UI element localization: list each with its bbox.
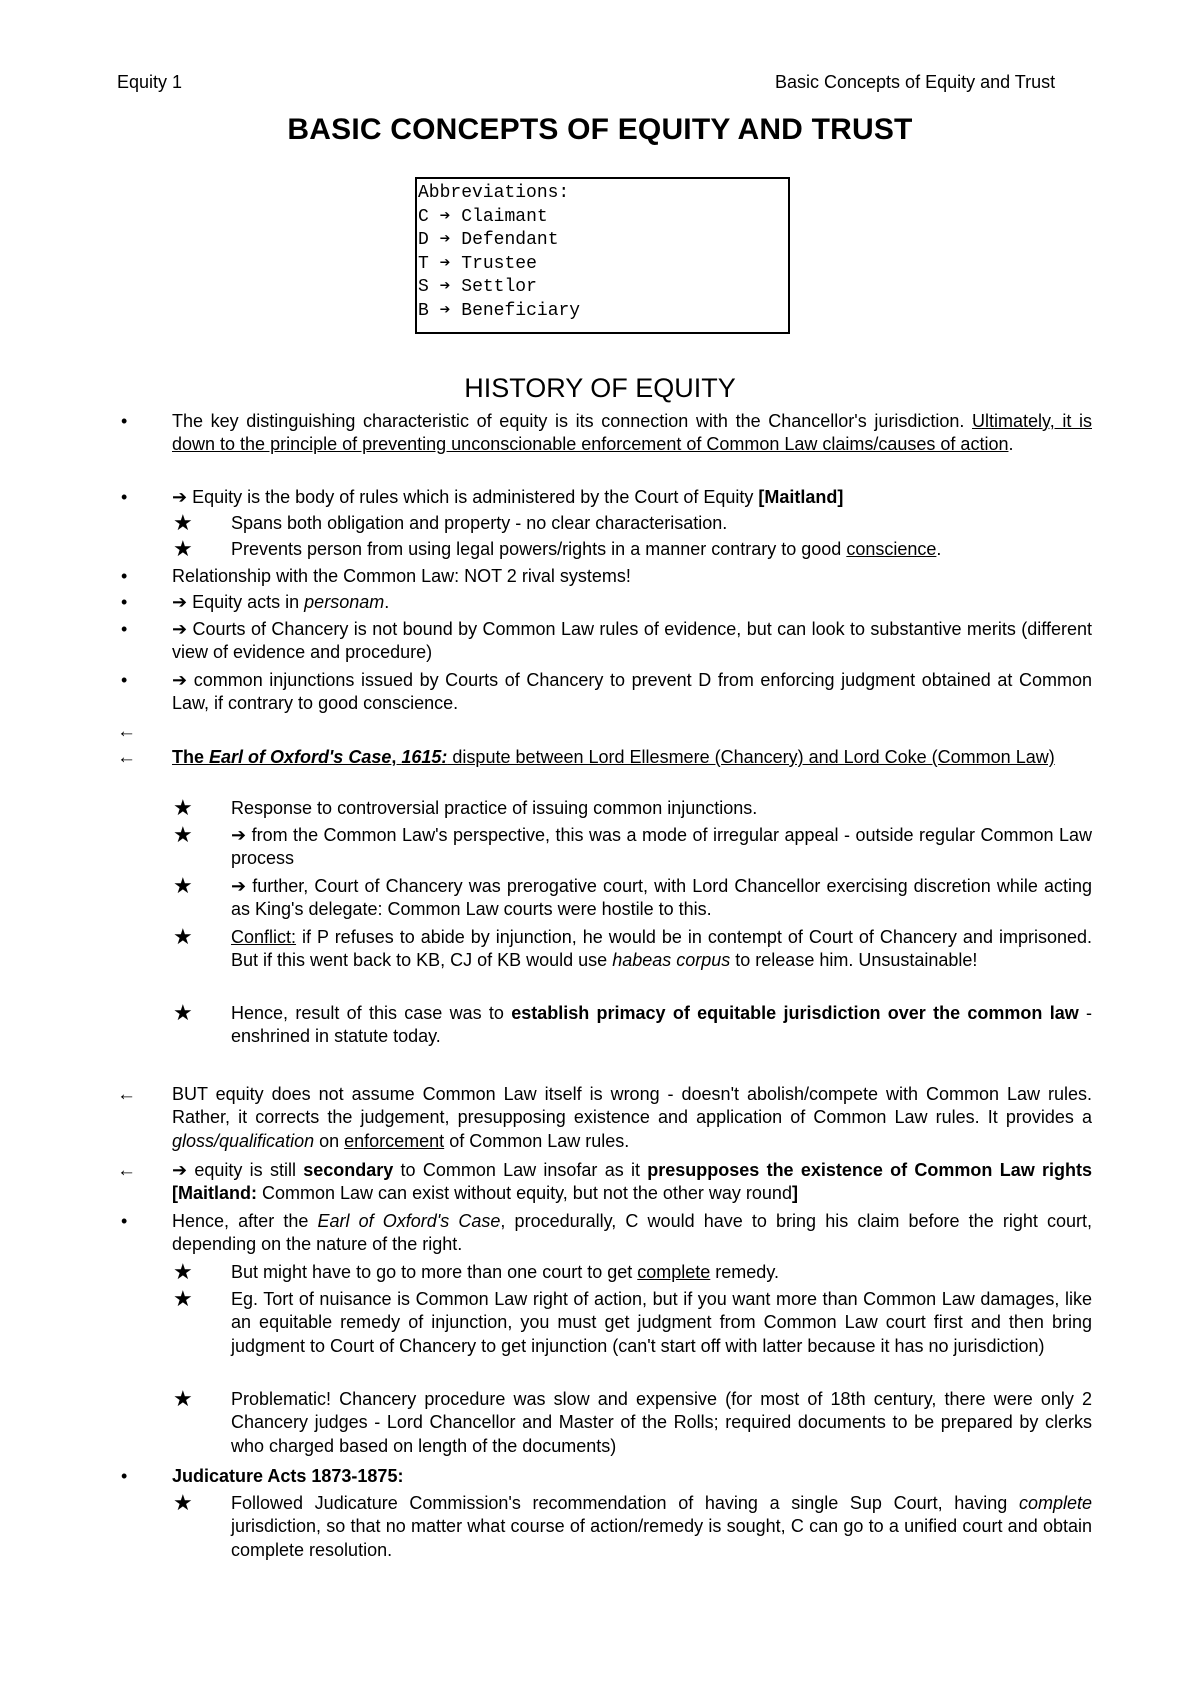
header-right: Basic Concepts of Equity and Trust [775, 72, 1056, 92]
abbreviation-item: T ➔ Trustee [418, 253, 537, 274]
sub-point: But might have to go to more than one court to get complete remedy. [231, 1262, 779, 1282]
right-arrow-icon: ➔ [231, 876, 247, 896]
page-title: BASIC CONCEPTS OF EQUITY AND TRUST [287, 113, 913, 146]
abbreviation-item: C ➔ Claimant [418, 206, 548, 227]
right-arrow-icon: ➔ [172, 487, 188, 507]
right-arrow-icon: ➔ [172, 1160, 188, 1180]
bullet-marker: • [121, 592, 128, 612]
star-icon: ★ [173, 1286, 193, 1311]
paragraph-secondary: ➔ equity is still secondary to Common Law insofar as it presupposes the existence of Common Law rights [Maitland: Common Law can exist without equity, but not the other way round] [172, 1160, 1092, 1204]
header-left: Equity 1 [117, 72, 183, 92]
star-icon: ★ [173, 924, 193, 949]
star-icon: ★ [173, 1000, 193, 1025]
star-icon: ★ [173, 536, 193, 561]
right-arrow-icon: ➔ [172, 592, 188, 612]
paragraph-common-injunctions: ➔ common injunctions issued by Courts of Chancery to prevent D from enforcing judgment obtained at Common Law, if contrary to good conscience. [172, 670, 1092, 714]
bullet-marker: • [121, 1211, 128, 1231]
sub-point: Response to controversial practice of issuing common injunctions. [231, 798, 758, 818]
left-arrow-icon: ← [117, 1084, 136, 1105]
sub-point: Problematic! Chancery procedure was slow and expensive (for most of 18th century, there were only 2 Chancery judges - Lord Chancellor and Master of the Rolls; required documents to be prepared by clerks who charged based on length of the documents) [231, 1389, 1092, 1456]
star-icon: ★ [173, 873, 193, 898]
abbreviation-item: D ➔ Defendant [418, 230, 559, 250]
bullet-marker: • [121, 411, 128, 431]
bullet-marker: • [121, 619, 128, 639]
paragraph-in-personam: ➔ Equity acts in personam. [172, 592, 390, 612]
sub-point: Hence, result of this case was to establish primacy of equitable jurisdiction over the common law - enshrined in statute today. [231, 1003, 1092, 1047]
paragraph-chancellor-jurisdiction: The key distinguishing characteristic of equity is its connection with the Chancellor's jurisdiction. Ultimately, it is down to the principle of preventing unconscionable enforcement of Common Law claims/causes of action. [172, 411, 1092, 455]
abbreviation-item: S ➔ Settlor [418, 277, 537, 297]
star-icon: ★ [173, 510, 193, 535]
right-arrow-icon: ➔ [172, 670, 188, 690]
paragraph-procedure: Hence, after the Earl of Oxford's Case, procedurally, C would have to bring his claim before the right court, depending on the nature of the right. [172, 1211, 1093, 1255]
abbreviations-heading: Abbreviations: [418, 183, 570, 203]
sub-point: Spans both obligation and property - no clear characterisation. [231, 513, 728, 533]
paragraph-relationship: Relationship with the Common Law: NOT 2 rival systems! [172, 566, 631, 586]
sub-point: ➔ further, Court of Chancery was prerogative court, with Lord Chancellor exercising discretion while acting as King's delegate: Common Law courts were hostile to this. [231, 876, 1092, 920]
star-icon: ★ [173, 1259, 193, 1284]
sub-point: Eg. Tort of nuisance is Common Law right of action, but if you want more than Common Law damages, like an equitable remedy of injunction, you must get judgment from Common Law court first and then bring judgment to Court of Chancery to get injunction (can't start off with latter because it has no jurisdiction) [231, 1289, 1092, 1356]
paragraph-earl-of-oxford: The Earl of Oxford's Case, 1615: dispute between Lord Ellesmere (Chancery) and Lord Coke (Common Law) [172, 747, 1055, 767]
star-icon: ★ [173, 795, 193, 820]
sub-point: Prevents person from using legal powers/rights in a manner contrary to good conscience. [231, 539, 942, 559]
paragraph-body-of-rules: ➔ Equity is the body of rules which is administered by the Court of Equity [Maitland] [172, 487, 844, 507]
bullet-marker: • [121, 670, 128, 690]
star-icon: ★ [173, 1490, 193, 1515]
bullet-marker: • [121, 566, 128, 586]
bullet-marker: • [121, 487, 128, 507]
abbreviation-item: B ➔ Beneficiary [418, 300, 581, 321]
star-icon: ★ [173, 1386, 193, 1411]
sub-point: Followed Judicature Commission's recommendation of having a single Sup Court, having complete jurisdiction, so that no matter what course of action/remedy is sought, C can go to a unified court and obtain complete resolution. [231, 1493, 1092, 1560]
bullet-marker: • [121, 1466, 128, 1486]
right-arrow-icon: ➔ [231, 825, 247, 845]
section-title: HISTORY OF EQUITY [464, 373, 736, 403]
paragraph-judicature-acts: Judicature Acts 1873-1875: [172, 1466, 404, 1486]
sub-point: ➔ from the Common Law's perspective, this was a mode of irregular appeal - outside regular Common Law process [231, 825, 1092, 869]
sub-point: Conflict: if P refuses to abide by injunction, he would be in contempt of Court of Chancery and imprisoned. But if this went back to KB, CJ of KB would use habeas corpus to release him. Unsustainable! [231, 927, 1092, 971]
left-arrow-icon: ← [117, 1160, 136, 1181]
right-arrow-icon: ➔ [172, 619, 188, 639]
left-arrow-icon: ← [117, 721, 136, 742]
star-icon: ★ [173, 822, 193, 847]
abbreviations-box [415, 177, 790, 334]
paragraph-gloss: BUT equity does not assume Common Law itself is wrong - doesn't abolish/compete with Common Law rules. Rather, it corrects the judgement, presupposing existence and application of Common Law rules. It provides a gloss/qualification on enforcement of Common Law rules. [172, 1084, 1092, 1151]
paragraph-rules-of-evidence: ➔ Courts of Chancery is not bound by Common Law rules of evidence, but can look to substantive merits (different view of evidence and procedure) [172, 619, 1092, 663]
left-arrow-icon: ← [117, 747, 136, 768]
